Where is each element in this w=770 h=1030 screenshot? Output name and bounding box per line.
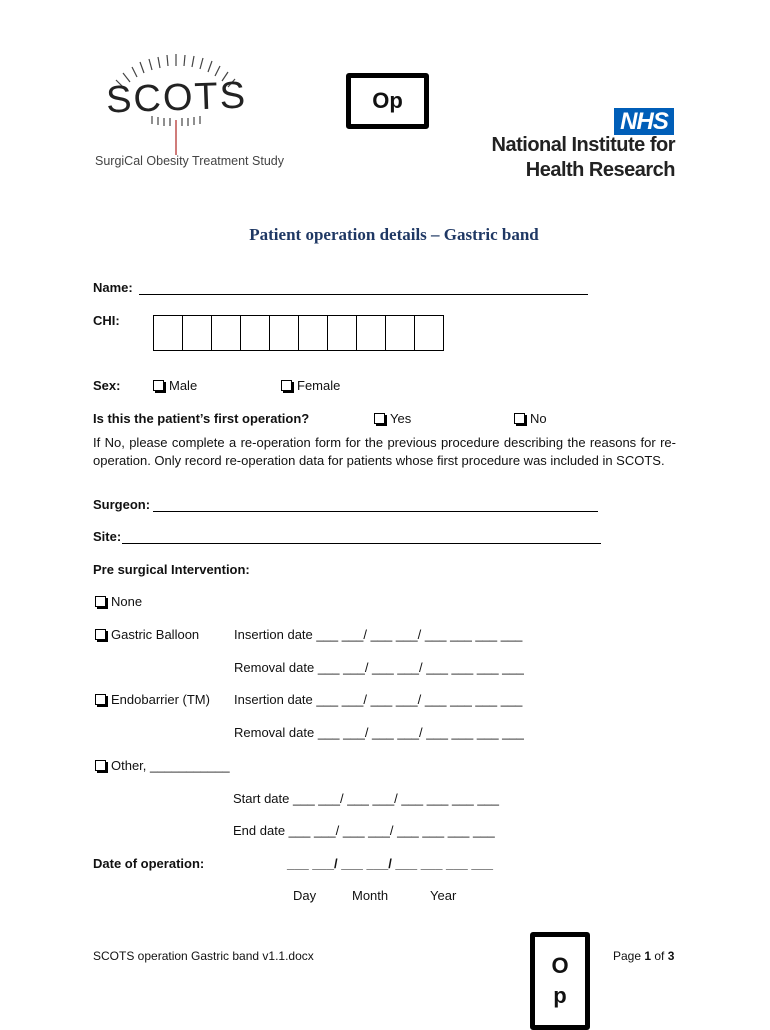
chi-field-grid[interactable]	[153, 315, 444, 351]
nihr-line-1: National Institute for	[491, 134, 675, 156]
sex-female-option[interactable]	[281, 378, 340, 393]
name-field[interactable]	[139, 294, 588, 295]
chi-digit-box[interactable]	[212, 316, 241, 350]
year-caption: Year	[430, 888, 457, 903]
balloon-removal-date[interactable]: Removal date ___ ___/ ___ ___/ ___ ___ ___ ___	[234, 660, 524, 675]
chi-digit-box[interactable]	[241, 316, 270, 350]
sex-female-label: Female	[297, 378, 341, 393]
chi-digit-box[interactable]	[183, 316, 212, 350]
checkbox-icon[interactable]	[95, 694, 106, 705]
chi-digit-box[interactable]	[299, 316, 328, 350]
sex-label: Sex:	[93, 378, 121, 393]
chi-digit-box[interactable]	[270, 316, 299, 350]
scots-logo	[92, 50, 292, 175]
op-badge-header: Op	[346, 73, 429, 129]
nhs-badge: NHS	[614, 108, 674, 135]
other-start-date[interactable]: Start date ___ ___/ ___ ___/ ___ ___ ___ ___	[233, 791, 500, 806]
other-option[interactable]	[95, 758, 230, 773]
checkbox-icon[interactable]	[374, 413, 385, 424]
none-label: None	[111, 594, 143, 609]
name-label: Name:	[93, 280, 133, 295]
page-number	[613, 949, 674, 963]
svg-text:SCOTS: SCOTS	[105, 74, 248, 122]
yes-label: Yes	[390, 411, 412, 426]
first-op-no-option[interactable]	[514, 411, 547, 426]
sex-male-option[interactable]	[153, 378, 197, 393]
page-total: 3	[667, 949, 675, 963]
chi-digit-box[interactable]	[328, 316, 357, 350]
page-current: 1	[644, 949, 652, 963]
sex-male-label: Male	[169, 378, 198, 393]
op-badge-footer-text: Op	[551, 953, 569, 1008]
chi-label: CHI:	[93, 313, 120, 328]
endobarrier-label: Endobarrier (TM)	[111, 692, 210, 707]
endobarrier-insertion-date[interactable]: Insertion date ___ ___/ ___ ___/ ___ ___ ___ ___	[234, 692, 523, 707]
chi-digit-box[interactable]	[357, 316, 386, 350]
date-of-operation-label: Date of operation:	[93, 856, 205, 871]
date-of-operation-field[interactable]: ___ ___/ ___ ___/ ___ ___ ___ ___	[287, 856, 494, 871]
surgeon-label: Surgeon:	[93, 497, 151, 512]
chi-digit-box[interactable]	[415, 316, 443, 350]
page-prefix: Page	[613, 949, 645, 963]
op-badge-footer	[530, 932, 590, 1030]
chi-digit-box[interactable]	[386, 316, 415, 350]
checkbox-icon[interactable]	[514, 413, 525, 424]
checkbox-icon[interactable]	[281, 380, 292, 391]
gastric-balloon-label: Gastric Balloon	[111, 627, 200, 642]
pre-surgical-label: Pre surgical Intervention:	[93, 562, 250, 577]
surgeon-field[interactable]	[153, 511, 598, 512]
other-end-date[interactable]: End date ___ ___/ ___ ___/ ___ ___ ___ ___	[233, 823, 495, 838]
nihr-line-2: Health Research	[525, 159, 675, 181]
no-label: No	[530, 411, 547, 426]
site-field[interactable]	[122, 543, 601, 544]
checkbox-icon[interactable]	[95, 596, 106, 607]
endobarrier-removal-date[interactable]: Removal date ___ ___/ ___ ___/ ___ ___ ___ ___	[234, 725, 524, 740]
checkbox-icon[interactable]	[95, 629, 106, 640]
checkbox-icon[interactable]	[153, 380, 164, 391]
page-title: Patient operation details – Gastric band	[249, 225, 539, 244]
scots-subtitle: SurgiCal Obesity Treatment Study	[95, 154, 284, 168]
chi-digit-box[interactable]	[154, 316, 183, 350]
month-caption: Month	[352, 888, 389, 903]
footer-filename: SCOTS operation Gastric band v1.1.docx	[93, 949, 314, 963]
endobarrier-option[interactable]	[95, 692, 210, 707]
checkbox-icon[interactable]	[95, 760, 106, 771]
other-label[interactable]: Other, ___________	[111, 758, 230, 773]
if-no-instructions: If No, please complete a re-operation form for the previous procedure describing the reasons for re-operation. Only record re-operation data for patients whose first procedure was included in SCOTS.	[93, 435, 676, 468]
scots-logo-graphic	[92, 50, 292, 160]
day-caption: Day	[293, 888, 317, 903]
page-of: of	[651, 949, 668, 963]
first-operation-label: Is this the patient’s first operation?	[93, 411, 310, 426]
none-option[interactable]	[95, 594, 142, 609]
balloon-insertion-date[interactable]: Insertion date ___ ___/ ___ ___/ ___ ___ ___ ___	[234, 627, 523, 642]
gastric-balloon-option[interactable]	[95, 627, 199, 642]
site-label: Site:	[93, 529, 122, 544]
first-op-yes-option[interactable]	[374, 411, 411, 426]
